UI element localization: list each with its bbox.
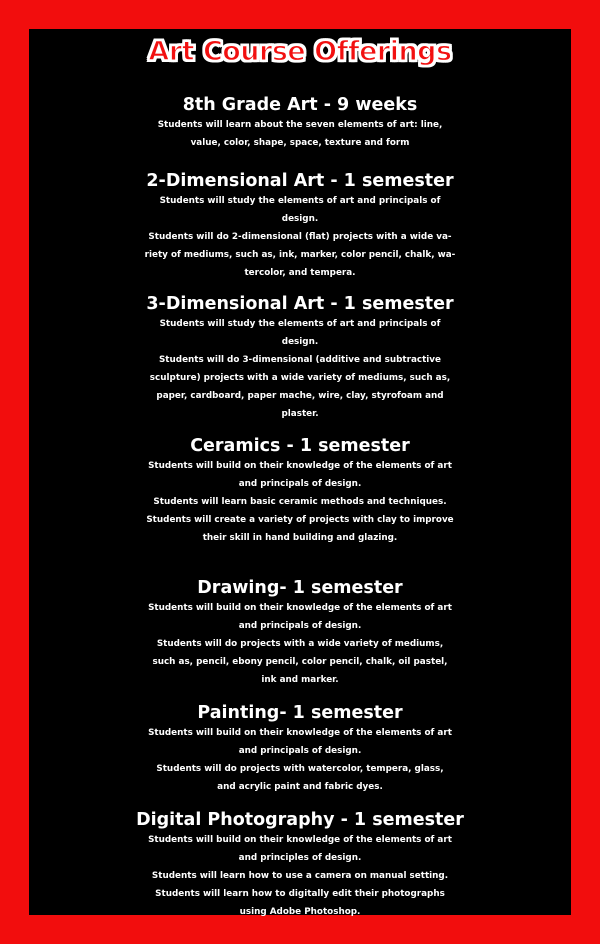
course-heading: 2-Dimensional Art - 1 semester (146, 171, 454, 191)
description-line: riety of mediums, such as, ink, marker, color pencil, chalk, wa- (144, 250, 456, 260)
description-line: such as, pencil, ebony pencil, color pencil, chalk, oil pastel, (152, 657, 448, 667)
description-line: Students will learn how to digitally edit their photographs (155, 889, 445, 899)
description-line: their skill in hand building and glazing. (202, 533, 398, 543)
description-line: paper, cardboard, paper mache, wire, clay, styrofoam and (156, 391, 444, 401)
description-line: and principles of design. (238, 853, 362, 863)
description-line: Students will do projects with a wide variety of mediums, (156, 639, 444, 649)
course-description (38, 724, 562, 796)
description-line: Students will create a variety of projects with clay to improve (146, 515, 454, 525)
course-heading: Digital Photography - 1 semester (136, 810, 464, 830)
description-line: value, color, shape, space, texture and form (190, 138, 410, 148)
description-line: design. (281, 337, 319, 347)
description-line: Students will build on their knowledge of the elements of art (148, 728, 452, 738)
course-heading: Painting- 1 semester (197, 703, 403, 723)
course-description (38, 116, 562, 152)
course-section-digital-photography (38, 810, 562, 921)
description-line: Students will build on their knowledge of the elements of art (148, 835, 452, 845)
course-section-painting (38, 703, 562, 796)
description-line: design. (281, 214, 319, 224)
description-line: using Adobe Photoshop. (239, 907, 361, 917)
description-line: Students will study the elements of art and principals of (159, 319, 441, 329)
page-title: Art Course Offerings (148, 36, 452, 67)
course-description (38, 831, 562, 921)
description-line: Students will learn basic ceramic methods and techniques. (153, 497, 447, 507)
description-line: Students will build on their knowledge of the elements of art (148, 603, 452, 613)
description-line: ink and marker. (261, 675, 339, 685)
description-line: Students will learn how to use a camera on manual setting. (151, 871, 449, 881)
course-heading: 8th Grade Art - 9 weeks (182, 95, 418, 115)
description-line: Students will do 3-dimensional (additive and subtractive (158, 355, 442, 365)
course-section-drawing (38, 578, 562, 689)
course-section-2d-art (38, 171, 562, 282)
course-description (38, 192, 562, 282)
description-line: and principals of design. (238, 746, 362, 756)
course-description (38, 457, 562, 547)
description-line: Students will study the elements of art and principals of (159, 196, 441, 206)
course-section-3d-art (38, 294, 562, 423)
description-line: sculpture) projects with a wide variety of mediums, such as, (149, 373, 451, 383)
course-description (38, 599, 562, 689)
course-description (38, 315, 562, 423)
description-line: Students will learn about the seven elements of art: line, (157, 120, 443, 130)
course-heading: 3-Dimensional Art - 1 semester (146, 294, 454, 314)
course-heading: Drawing- 1 semester (197, 578, 403, 598)
course-heading: Ceramics - 1 semester (190, 436, 410, 456)
description-line: Students will do 2-dimensional (flat) projects with a wide va- (148, 232, 452, 242)
description-line: and principals of design. (238, 621, 362, 631)
description-line: and principals of design. (238, 479, 362, 489)
description-line: and acrylic paint and fabric dyes. (217, 782, 383, 792)
description-line: plaster. (281, 409, 319, 419)
description-line: tercolor, and tempera. (244, 268, 356, 278)
course-section-ceramics (38, 436, 562, 547)
course-section-8th-grade-art (38, 95, 562, 152)
description-line: Students will build on their knowledge of the elements of art (148, 461, 452, 471)
description-line: Students will do projects with watercolor, tempera, glass, (156, 764, 444, 774)
